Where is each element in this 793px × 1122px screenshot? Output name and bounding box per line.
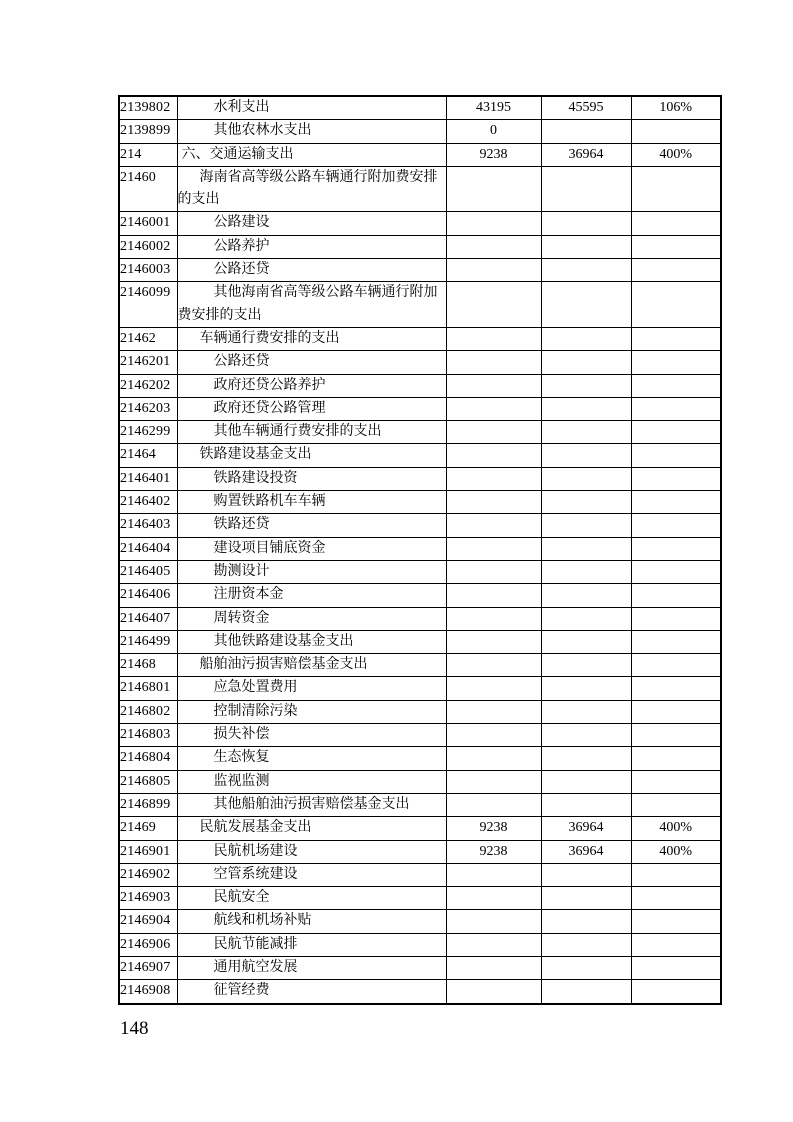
- row-name: 公路养护: [177, 235, 446, 258]
- row-value-2: [541, 514, 631, 537]
- row-value-2: [541, 327, 631, 350]
- row-value-1: 9238: [446, 840, 541, 863]
- row-code: 2146002: [119, 235, 177, 258]
- row-value-2: [541, 887, 631, 910]
- row-value-2: 36964: [541, 143, 631, 166]
- page-number: 148: [120, 1018, 149, 1039]
- row-name: 政府还贷公路养护: [177, 374, 446, 397]
- row-value-3: [631, 120, 721, 143]
- row-value-1: [446, 654, 541, 677]
- row-value-3: [631, 630, 721, 653]
- row-name: 公路建设: [177, 212, 446, 235]
- row-value-2: 36964: [541, 840, 631, 863]
- row-value-3: [631, 980, 721, 1004]
- row-value-3: [631, 560, 721, 583]
- row-name: 民航发展基金支出: [177, 817, 446, 840]
- row-value-3: [631, 327, 721, 350]
- row-code: 2146899: [119, 793, 177, 816]
- row-code: 2146003: [119, 259, 177, 282]
- row-value-2: 36964: [541, 817, 631, 840]
- row-code: 2146403: [119, 514, 177, 537]
- table-row: [119, 630, 721, 653]
- row-code: 2146407: [119, 607, 177, 630]
- row-value-1: [446, 724, 541, 747]
- row-value-2: [541, 421, 631, 444]
- table-row: [119, 235, 721, 258]
- row-value-3: [631, 956, 721, 979]
- row-name: 水利支出: [177, 96, 446, 120]
- row-name: 其他海南省高等级公路车辆通行附加费安排的支出: [177, 282, 446, 328]
- row-value-1: [446, 282, 541, 328]
- table-row: [119, 467, 721, 490]
- row-name: 控制清除污染: [177, 700, 446, 723]
- row-value-2: [541, 863, 631, 886]
- row-name: 其他铁路建设基金支出: [177, 630, 446, 653]
- row-value-3: [631, 910, 721, 933]
- row-name: 铁路建设基金支出: [177, 444, 446, 467]
- row-value-2: [541, 467, 631, 490]
- table-row: [119, 560, 721, 583]
- row-value-1: [446, 677, 541, 700]
- row-value-1: [446, 235, 541, 258]
- row-name: 六、交通运输支出: [177, 143, 446, 166]
- row-code: 2139802: [119, 96, 177, 120]
- row-value-2: [541, 654, 631, 677]
- table-row: [119, 421, 721, 444]
- row-name: 政府还贷公路管理: [177, 397, 446, 420]
- row-code: 2146406: [119, 584, 177, 607]
- row-name: 建设项目铺底资金: [177, 537, 446, 560]
- row-code: 21464: [119, 444, 177, 467]
- row-value-1: 43195: [446, 96, 541, 120]
- row-name: 监视监测: [177, 770, 446, 793]
- row-value-1: [446, 397, 541, 420]
- row-value-1: [446, 212, 541, 235]
- row-name: 民航安全: [177, 887, 446, 910]
- row-code: 21468: [119, 654, 177, 677]
- row-code: 21460: [119, 166, 177, 212]
- row-value-1: [446, 166, 541, 212]
- table-row: [119, 863, 721, 886]
- table-row: [119, 956, 721, 979]
- row-value-3: [631, 933, 721, 956]
- table-row: [119, 166, 721, 212]
- row-value-1: [446, 700, 541, 723]
- row-value-2: 45595: [541, 96, 631, 120]
- row-value-3: [631, 654, 721, 677]
- row-value-1: [446, 770, 541, 793]
- row-name: 铁路建设投资: [177, 467, 446, 490]
- table-row: [119, 444, 721, 467]
- row-value-3: [631, 235, 721, 258]
- row-value-3: [631, 770, 721, 793]
- table-row: [119, 980, 721, 1004]
- table-row: [119, 607, 721, 630]
- budget-table-body: [119, 96, 721, 1004]
- row-name: 注册资本金: [177, 584, 446, 607]
- table-row: [119, 910, 721, 933]
- row-value-3: [631, 677, 721, 700]
- budget-table: [118, 95, 722, 1005]
- row-value-3: [631, 607, 721, 630]
- row-value-2: [541, 584, 631, 607]
- row-name: 征管经费: [177, 980, 446, 1004]
- row-value-3: [631, 282, 721, 328]
- row-name: 其他农林水支出: [177, 120, 446, 143]
- row-name: 铁路还贷: [177, 514, 446, 537]
- table-row: [119, 374, 721, 397]
- row-value-2: [541, 212, 631, 235]
- row-code: 2146201: [119, 351, 177, 374]
- row-value-1: [446, 514, 541, 537]
- row-name: 船舶油污损害赔偿基金支出: [177, 654, 446, 677]
- table-row: [119, 120, 721, 143]
- row-value-1: [446, 491, 541, 514]
- row-value-3: [631, 514, 721, 537]
- row-value-3: [631, 863, 721, 886]
- row-value-3: [631, 537, 721, 560]
- table-row: [119, 327, 721, 350]
- row-name: 通用航空发展: [177, 956, 446, 979]
- row-code: 2146801: [119, 677, 177, 700]
- row-value-1: [446, 956, 541, 979]
- row-value-1: [446, 467, 541, 490]
- table-row: [119, 887, 721, 910]
- row-value-3: [631, 397, 721, 420]
- row-value-2: [541, 724, 631, 747]
- row-code: 2146908: [119, 980, 177, 1004]
- row-code: 2146803: [119, 724, 177, 747]
- row-value-1: [446, 421, 541, 444]
- table-row: [119, 143, 721, 166]
- table-row: [119, 840, 721, 863]
- row-value-1: 9238: [446, 143, 541, 166]
- table-row: [119, 491, 721, 514]
- table-row: [119, 351, 721, 374]
- row-value-2: [541, 397, 631, 420]
- row-code: 2146902: [119, 863, 177, 886]
- row-value-3: [631, 724, 721, 747]
- row-code: 2146402: [119, 491, 177, 514]
- row-value-2: [541, 677, 631, 700]
- row-code: 2146499: [119, 630, 177, 653]
- table-row: [119, 933, 721, 956]
- row-value-3: [631, 584, 721, 607]
- row-value-2: [541, 980, 631, 1004]
- row-name: 航线和机场补贴: [177, 910, 446, 933]
- row-name: 公路还贷: [177, 259, 446, 282]
- row-name: 购置铁路机车车辆: [177, 491, 446, 514]
- row-value-3: [631, 491, 721, 514]
- row-value-2: [541, 956, 631, 979]
- row-value-1: [446, 444, 541, 467]
- row-value-1: [446, 259, 541, 282]
- row-value-2: [541, 491, 631, 514]
- row-code: 2146404: [119, 537, 177, 560]
- row-value-2: [541, 700, 631, 723]
- row-value-1: [446, 374, 541, 397]
- row-value-3: [631, 700, 721, 723]
- row-value-3: [631, 212, 721, 235]
- row-code: 2146405: [119, 560, 177, 583]
- row-value-1: [446, 607, 541, 630]
- table-row: [119, 817, 721, 840]
- row-value-2: [541, 560, 631, 583]
- row-value-1: [446, 584, 541, 607]
- row-value-3: [631, 166, 721, 212]
- row-value-3: [631, 259, 721, 282]
- row-value-2: [541, 282, 631, 328]
- row-value-3: 400%: [631, 817, 721, 840]
- row-value-1: [446, 887, 541, 910]
- row-value-2: [541, 444, 631, 467]
- row-code: 2146907: [119, 956, 177, 979]
- row-code: 2139899: [119, 120, 177, 143]
- row-value-1: [446, 630, 541, 653]
- row-code: 2146804: [119, 747, 177, 770]
- row-value-2: [541, 933, 631, 956]
- row-value-2: [541, 120, 631, 143]
- row-name: 海南省高等级公路车辆通行附加费安排的支出: [177, 166, 446, 212]
- row-name: 民航节能减排: [177, 933, 446, 956]
- row-code: 2146805: [119, 770, 177, 793]
- row-value-3: 106%: [631, 96, 721, 120]
- row-code: 21462: [119, 327, 177, 350]
- row-value-2: [541, 235, 631, 258]
- row-value-2: [541, 166, 631, 212]
- row-value-3: 400%: [631, 143, 721, 166]
- row-value-2: [541, 537, 631, 560]
- row-value-1: [446, 537, 541, 560]
- table-row: [119, 514, 721, 537]
- row-value-3: [631, 374, 721, 397]
- row-value-1: [446, 747, 541, 770]
- row-name: 公路还贷: [177, 351, 446, 374]
- row-name: 周转资金: [177, 607, 446, 630]
- table-row: [119, 537, 721, 560]
- row-value-2: [541, 770, 631, 793]
- row-value-3: [631, 467, 721, 490]
- table-row: [119, 700, 721, 723]
- table-row: [119, 96, 721, 120]
- row-value-3: [631, 887, 721, 910]
- row-value-1: [446, 980, 541, 1004]
- row-code: 2146904: [119, 910, 177, 933]
- row-value-3: [631, 793, 721, 816]
- table-row: [119, 793, 721, 816]
- row-value-2: [541, 351, 631, 374]
- row-value-1: [446, 863, 541, 886]
- row-code: 2146903: [119, 887, 177, 910]
- table-row: [119, 584, 721, 607]
- row-name: 其他车辆通行费安排的支出: [177, 421, 446, 444]
- row-value-1: [446, 351, 541, 374]
- row-value-1: 0: [446, 120, 541, 143]
- row-value-1: [446, 327, 541, 350]
- row-name: 损失补偿: [177, 724, 446, 747]
- table-row: [119, 259, 721, 282]
- row-code: 2146901: [119, 840, 177, 863]
- row-name: 车辆通行费安排的支出: [177, 327, 446, 350]
- table-row: [119, 724, 721, 747]
- row-name: 生态恢复: [177, 747, 446, 770]
- row-code: 214: [119, 143, 177, 166]
- table-row: [119, 747, 721, 770]
- row-value-2: [541, 607, 631, 630]
- row-code: 2146001: [119, 212, 177, 235]
- row-code: 2146099: [119, 282, 177, 328]
- row-name: 应急处置费用: [177, 677, 446, 700]
- table-row: [119, 397, 721, 420]
- row-code: 2146401: [119, 467, 177, 490]
- row-value-3: [631, 421, 721, 444]
- row-value-3: [631, 444, 721, 467]
- row-value-2: [541, 910, 631, 933]
- table-row: [119, 770, 721, 793]
- table-row: [119, 212, 721, 235]
- row-value-2: [541, 747, 631, 770]
- row-value-1: [446, 793, 541, 816]
- row-value-1: [446, 560, 541, 583]
- row-value-2: [541, 793, 631, 816]
- row-code: 2146802: [119, 700, 177, 723]
- row-value-2: [541, 259, 631, 282]
- row-value-3: 400%: [631, 840, 721, 863]
- row-value-1: [446, 933, 541, 956]
- row-name: 其他船舶油污损害赔偿基金支出: [177, 793, 446, 816]
- row-value-2: [541, 374, 631, 397]
- row-code: 2146203: [119, 397, 177, 420]
- row-name: 空管系统建设: [177, 863, 446, 886]
- row-code: 21469: [119, 817, 177, 840]
- row-name: 勘测设计: [177, 560, 446, 583]
- row-value-1: [446, 910, 541, 933]
- row-code: 2146906: [119, 933, 177, 956]
- row-code: 2146202: [119, 374, 177, 397]
- row-value-3: [631, 351, 721, 374]
- row-value-3: [631, 747, 721, 770]
- table-row: [119, 677, 721, 700]
- row-value-1: 9238: [446, 817, 541, 840]
- row-name: 民航机场建设: [177, 840, 446, 863]
- row-value-2: [541, 630, 631, 653]
- table-row: [119, 282, 721, 328]
- table-row: [119, 654, 721, 677]
- row-code: 2146299: [119, 421, 177, 444]
